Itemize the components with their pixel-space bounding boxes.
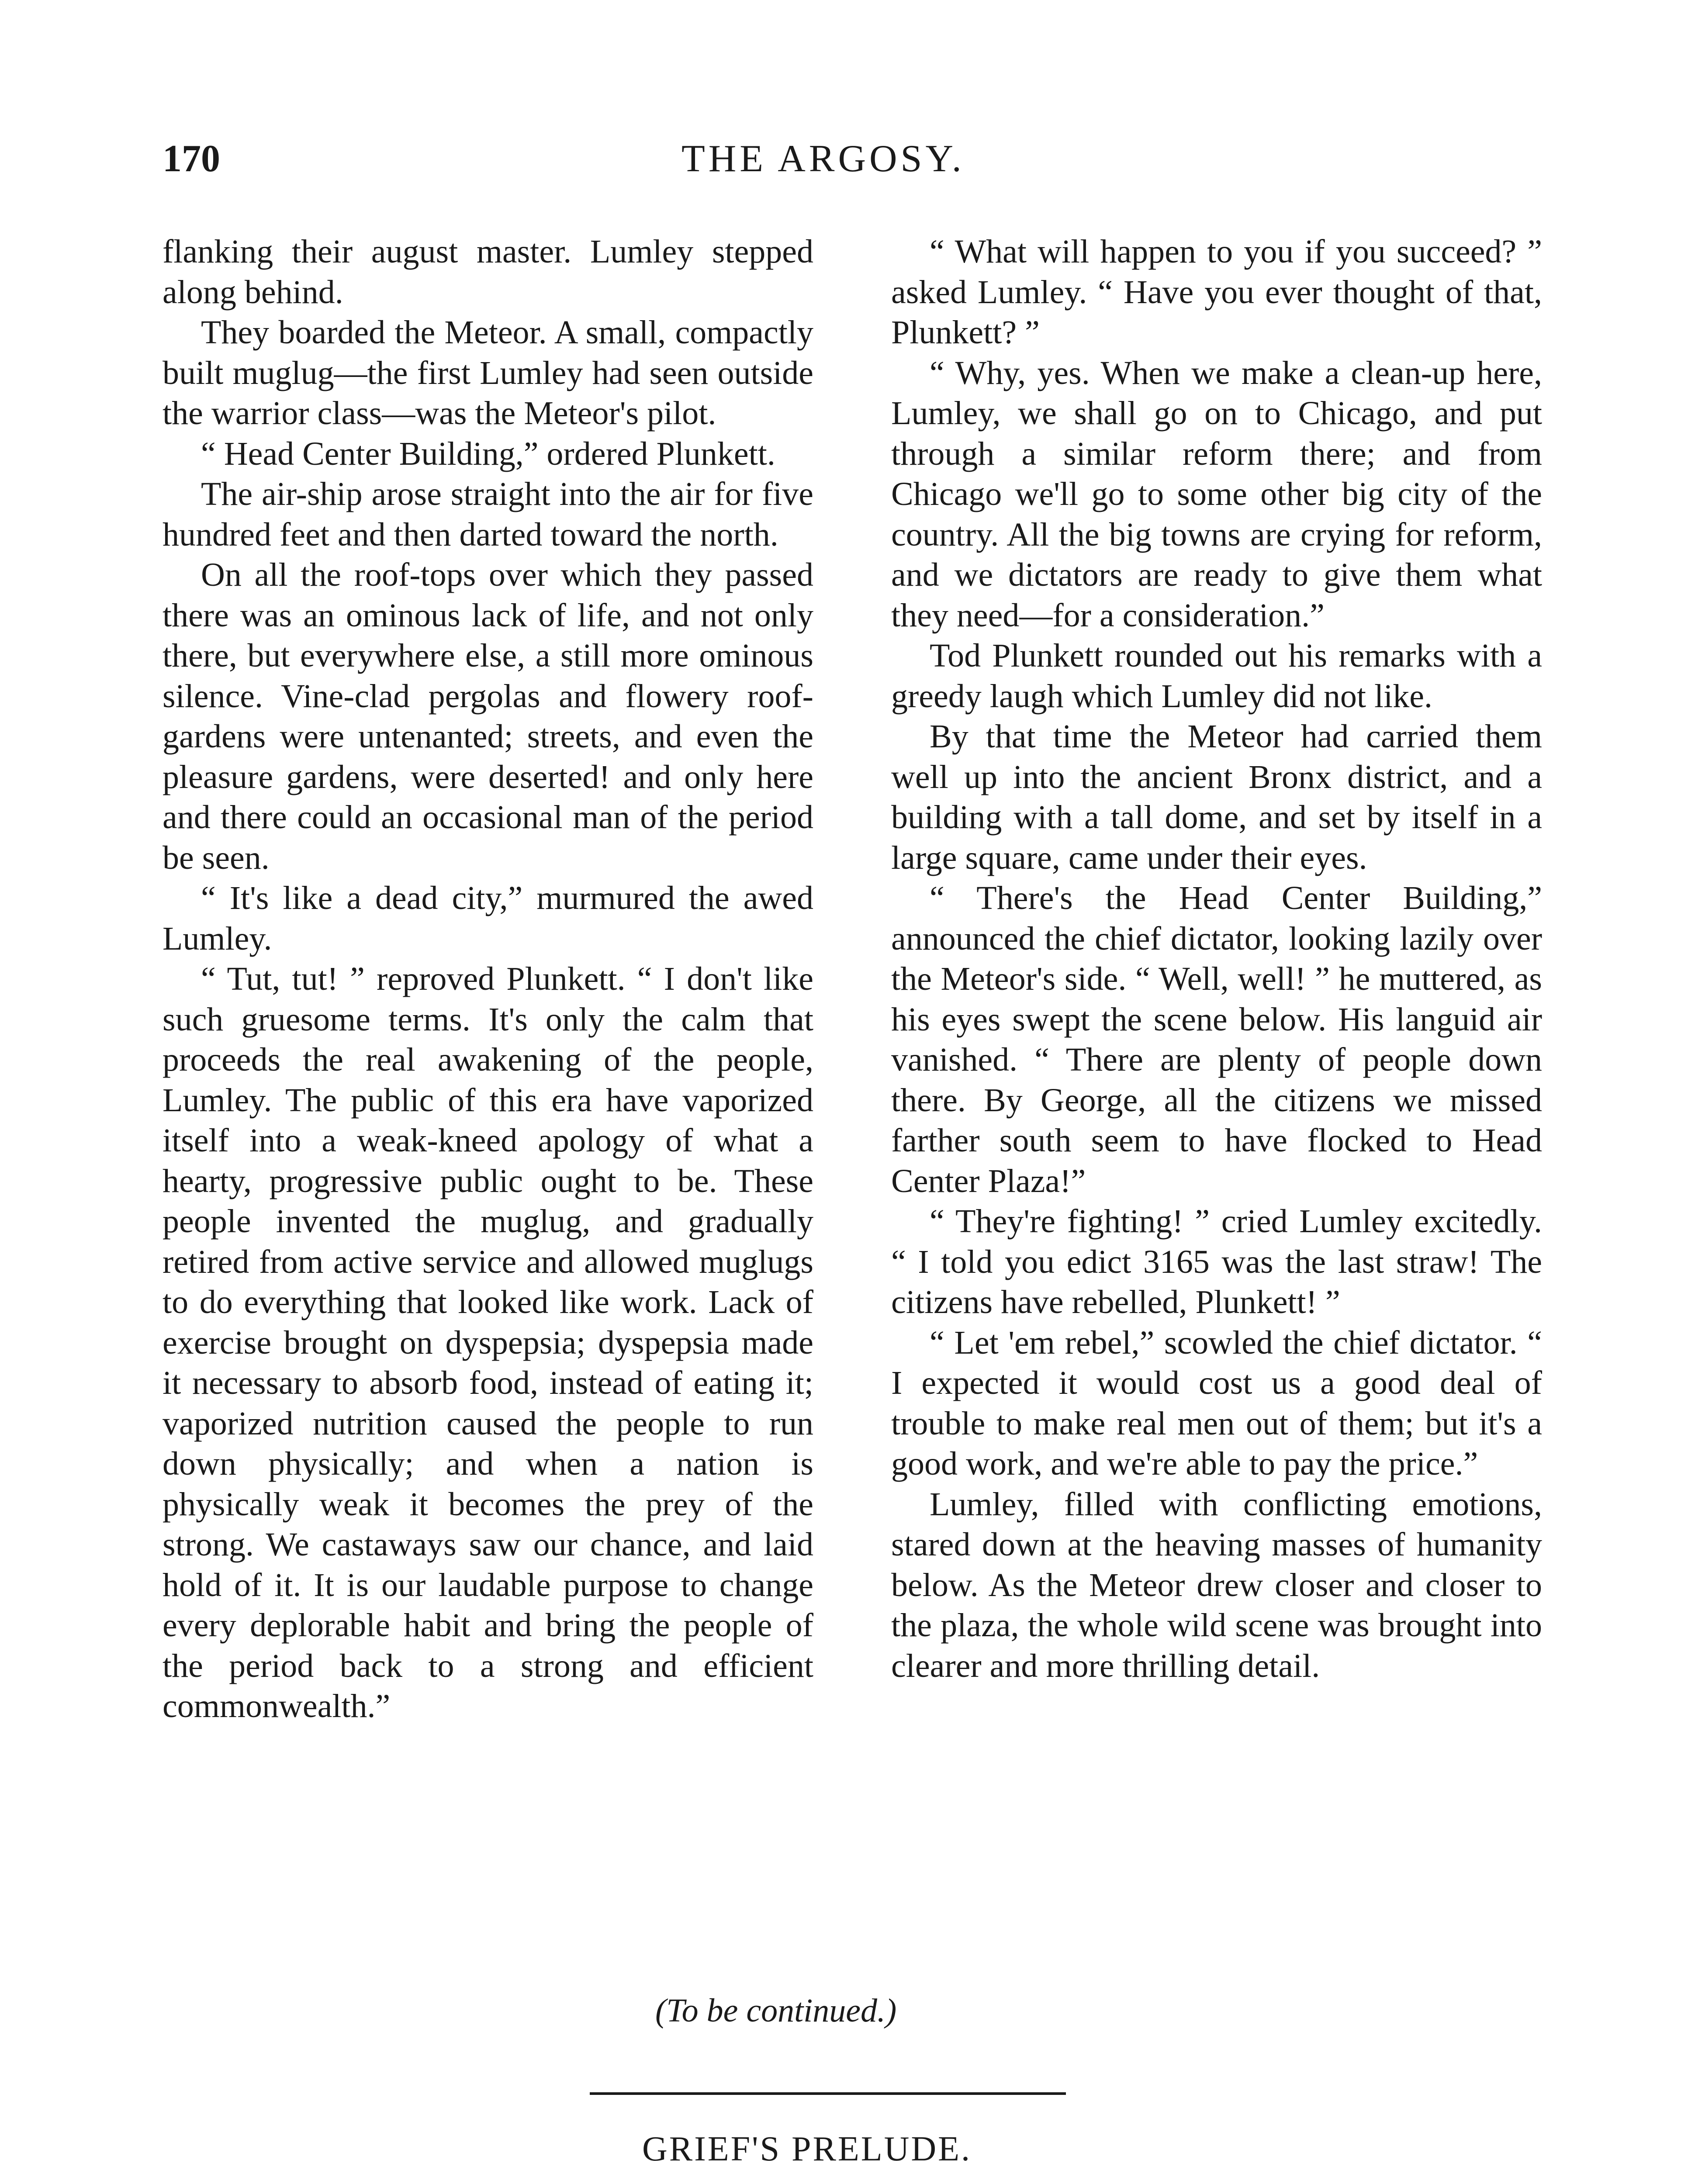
paragraph: “ There's the Head Center Building,” announced the chief dictator, looking lazily over the Meteor's side. “ Well, well! ” he muttered, as his eyes swept the scene below. His languid air vanished. “ There are plenty of people down there. By George, all the citizens we missed farther south seem to have flocked to Head Center Plaza!”: [891, 880, 1542, 1199]
paragraph: “ Head Center Building,” ordered Plunkett.: [201, 435, 775, 472]
paragraph: “ What will happen to you if you succeed? ” asked Lumley. “ Have you ever thought of that, Plunkett? ”: [891, 233, 1542, 351]
paragraph: “ Tut, tut! ” reproved Plunkett. “ I don't like such gruesome terms. It's only the calm that proceeds the real awakening of the people, Lumley. The public of this era have vaporized itself into a weak-kneed apology of what a hearty, progressive public ought to be. These people invented the muglug, and gradually retired from active service and allowed muglugs to do everything that looked like work. Lack of exercise brought on dyspepsia; dyspepsia made it necessary to absorb food, instead of eating it; vaporized nutrition caused the people to run down physically; and when a nation is physically weak it becomes the prey of the strong. We castaways saw our chance, and laid hold of it. It is our laudable purpose to change every deplorable habit and bring the people of the period back to a strong and efficient commonwealth.”: [163, 961, 813, 1724]
left-column: [163, 232, 813, 1727]
paragraph: Lumley, filled with conflicting emotions, stared down at the heaving masses of humanity below. As the Meteor drew closer and closer to the plaza, the whole wild scene was brought into clearer and more thrilling detail.: [891, 1486, 1542, 1684]
poem-title: GRIEF'S PRELUDE.: [642, 2130, 972, 2168]
paragraph: “ Let 'em rebel,” scowled the chief dictator. “ I expected it would cost us a good deal of trouble to make real men out of them; but it's a good work, and we're able to pay the price.”: [891, 1324, 1542, 1482]
to-be-continued-note: (To be continued.): [655, 1992, 897, 2029]
paragraph: “ Why, yes. When we make a clean-up here, Lumley, we shall go on to Chicago, and put through a similar reform there; and from Chicago we'll go to some other big city of the country. All the big towns are crying for reform, and we dictators are ready to give them what they need—for a consideration.”: [891, 354, 1542, 634]
paragraph: The air-ship arose straight into the air for five hundred feet and then darted toward the north.: [163, 476, 813, 553]
right-column: [891, 232, 1542, 1686]
paragraph: “ It's like a dead city,” murmured the awed Lumley.: [163, 880, 813, 957]
section-divider: [590, 2092, 1066, 2095]
paragraph: On all the roof-tops over which they passed there was an ominous lack of life, and not only there, but everywhere else, a still more ominous silence. Vine-clad pergolas and flowery roof-gardens were untenanted; streets, and even the pleasure gardens, were deserted! and only here and there could an occasional man of the period be seen.: [163, 556, 813, 876]
page-number: 170: [163, 138, 220, 180]
paragraph: By that time the Meteor had carried them well up into the ancient Bronx district, and a building with a tall dome, and set by itself in a large square, came under their eyes.: [891, 718, 1542, 876]
poem-line: [481, 2182, 1241, 2184]
running-title: THE ARGOSY.: [681, 138, 965, 180]
paragraph: flanking their august master. Lumley stepped along behind.: [163, 233, 813, 311]
paragraph: Tod Plunkett rounded out his remarks with a greedy laugh which Lumley did not like.: [891, 637, 1542, 715]
paragraph: “ They're fighting! ” cried Lumley excitedly. “ I told you edict 3165 was the last straw! The citizens have rebelled, Plunkett! ”: [891, 1203, 1542, 1320]
paragraph: They boarded the Meteor. A small, compactly built muglug—the first Lumley had seen outside the warrior class—was the Meteor's pilot.: [163, 314, 813, 432]
poem-body: [481, 2182, 1241, 2184]
